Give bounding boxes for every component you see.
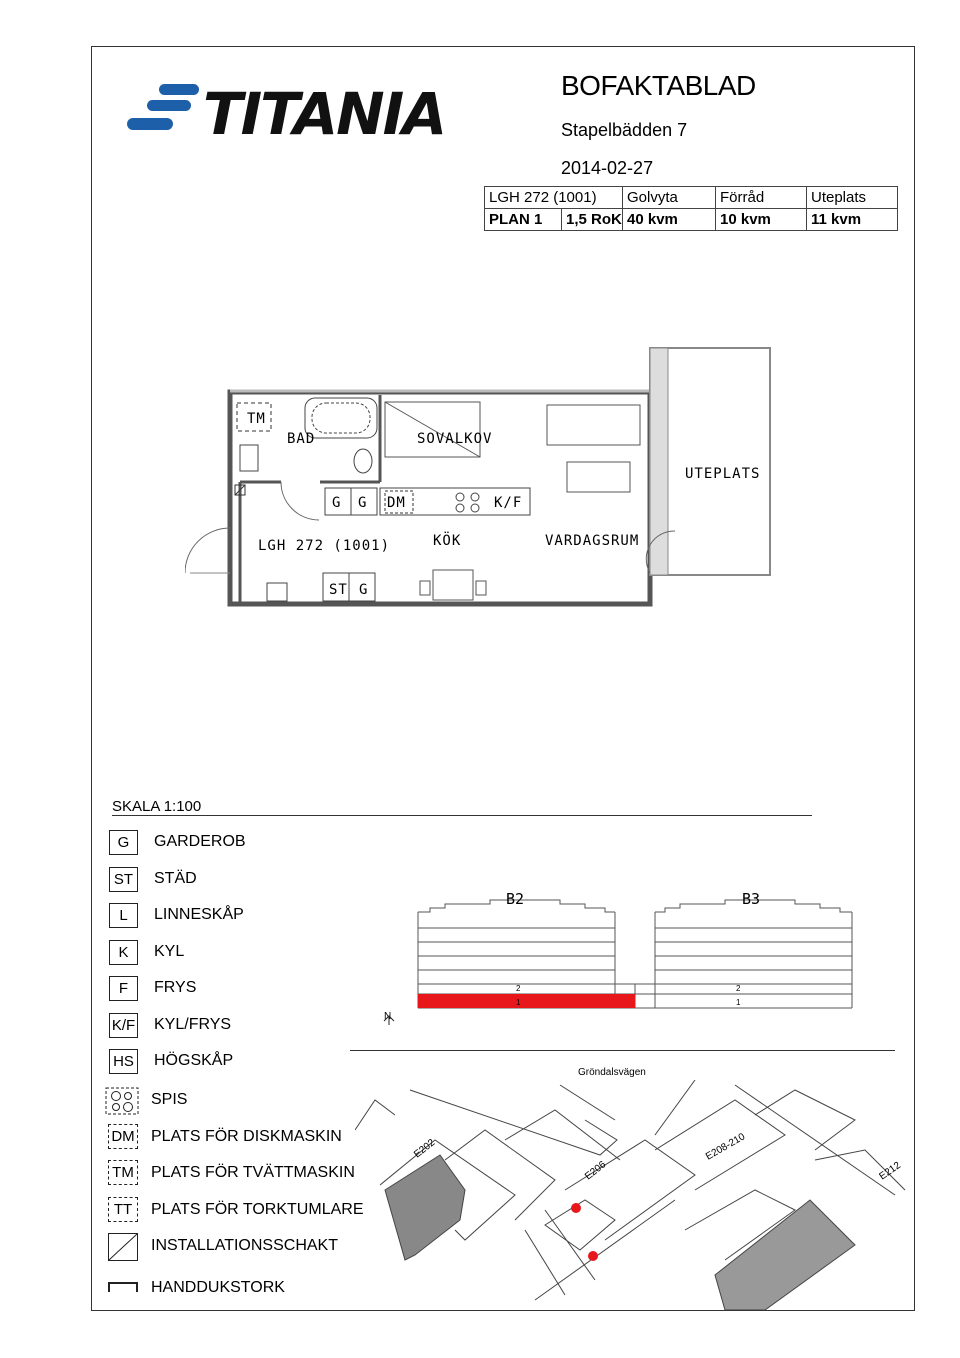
legend-symbol-text: HANDDUKSTORK — [151, 1279, 285, 1296]
legend-text: FRYS — [154, 979, 197, 996]
table-cell: Uteplats — [807, 187, 898, 209]
info-table — [484, 186, 898, 231]
legend-code: G — [109, 830, 138, 855]
elevation-drawing — [370, 880, 870, 1025]
building-e212 — [715, 1200, 855, 1310]
table-row — [485, 187, 898, 209]
scale-rule — [112, 815, 812, 816]
table-cell: PLAN 1 — [485, 209, 562, 231]
table-cell: 1,5 RoK — [562, 209, 623, 231]
plan-label-g1: G — [332, 495, 342, 511]
legend-code: F — [109, 976, 138, 1001]
titania-logo — [125, 82, 500, 140]
dishwasher-symbol: DM — [108, 1124, 138, 1149]
building-b2-label: B2 — [506, 890, 525, 908]
plan-label-vardagsrum: VARDAGSRUM — [545, 533, 640, 549]
plan-label-st: ST — [329, 582, 348, 598]
legend-symbol-text: PLATS FÖR TVÄTTMASKIN — [151, 1164, 355, 1181]
legend-text: LINNESKÅP — [154, 906, 244, 923]
dryer-symbol: TT — [108, 1197, 138, 1222]
floor-label: 1 — [736, 998, 741, 1007]
road-line — [350, 1050, 895, 1051]
street-label: Gröndalsvägen — [578, 1067, 646, 1078]
table-cell: 11 kvm — [807, 209, 898, 231]
floor-label: 2 — [736, 984, 741, 993]
legend-symbol-text: PLATS FÖR DISKMASKIN — [151, 1128, 342, 1145]
legend-text: HÖGSKÅP — [154, 1052, 234, 1069]
plan-label-lgh: LGH 272 (1001) — [258, 538, 391, 554]
legend-text: STÄD — [154, 870, 197, 887]
plan-label-tm: TM — [247, 411, 266, 427]
table-cell: 10 kvm — [716, 209, 807, 231]
location-marker — [588, 1251, 598, 1261]
site-label-e202: E202 — [412, 1137, 438, 1161]
plan-label-kf: K/F — [494, 495, 523, 511]
plan-label-dm: DM — [387, 495, 406, 511]
towel-rail-icon — [108, 1280, 138, 1292]
legend-code: K — [109, 940, 138, 965]
floor-plan-drawing — [185, 345, 785, 620]
legend-text: GARDEROB — [154, 833, 246, 850]
plan-label-uteplats: UTEPLATS — [685, 466, 761, 482]
highlighted-apartment — [418, 994, 635, 1008]
table-cell: Förråd — [716, 187, 807, 209]
plan-label-g2: G — [358, 495, 368, 511]
table-row — [485, 209, 898, 231]
floor-plan — [185, 345, 785, 620]
scale-label: SKALA 1:100 — [112, 798, 202, 815]
legend-code: L — [109, 903, 138, 928]
location-marker — [571, 1203, 581, 1213]
shaft-icon — [108, 1233, 138, 1261]
plan-label-g3: G — [359, 582, 369, 598]
legend-code: HS — [109, 1049, 138, 1074]
north-label: N — [384, 1011, 392, 1022]
table-cell: Golvyta — [623, 187, 716, 209]
legend-code: K/F — [109, 1013, 138, 1038]
floor-label: 1 — [516, 998, 521, 1007]
plan-label-bad: BAD — [287, 431, 316, 447]
site-plan — [355, 1080, 915, 1310]
legend-text: KYL — [154, 943, 185, 960]
site-label-e208: E208-210 — [704, 1131, 748, 1163]
plan-label-kok: KÖK — [433, 533, 462, 549]
legend-code: ST — [109, 867, 138, 892]
stove-icon — [105, 1087, 139, 1115]
site-label-e212: E212 — [877, 1160, 903, 1183]
site-label-e206: E206 — [583, 1159, 609, 1183]
table-cell: LGH 272 (1001) — [485, 187, 623, 209]
table-cell: 40 kvm — [623, 209, 716, 231]
floor-label: 2 — [516, 984, 521, 993]
legend-text: KYL/FRYS — [154, 1016, 232, 1033]
plan-label-sovalkov: SOVALKOV — [417, 431, 493, 447]
washer-symbol: TM — [108, 1160, 138, 1185]
legend-symbol-text: INSTALLATIONSSCHAKT — [151, 1237, 338, 1254]
legend-symbol-text: PLATS FÖR TORKTUMLARE — [151, 1201, 364, 1218]
logo-text: TITANIA — [203, 82, 446, 140]
legend-symbol-text: SPIS — [151, 1091, 188, 1108]
building-b3-label: B3 — [742, 890, 761, 908]
page-title: BOFAKTABLAD — [561, 70, 756, 101]
address: Stapelbädden 7 — [561, 120, 688, 140]
date: 2014-02-27 — [561, 158, 654, 178]
